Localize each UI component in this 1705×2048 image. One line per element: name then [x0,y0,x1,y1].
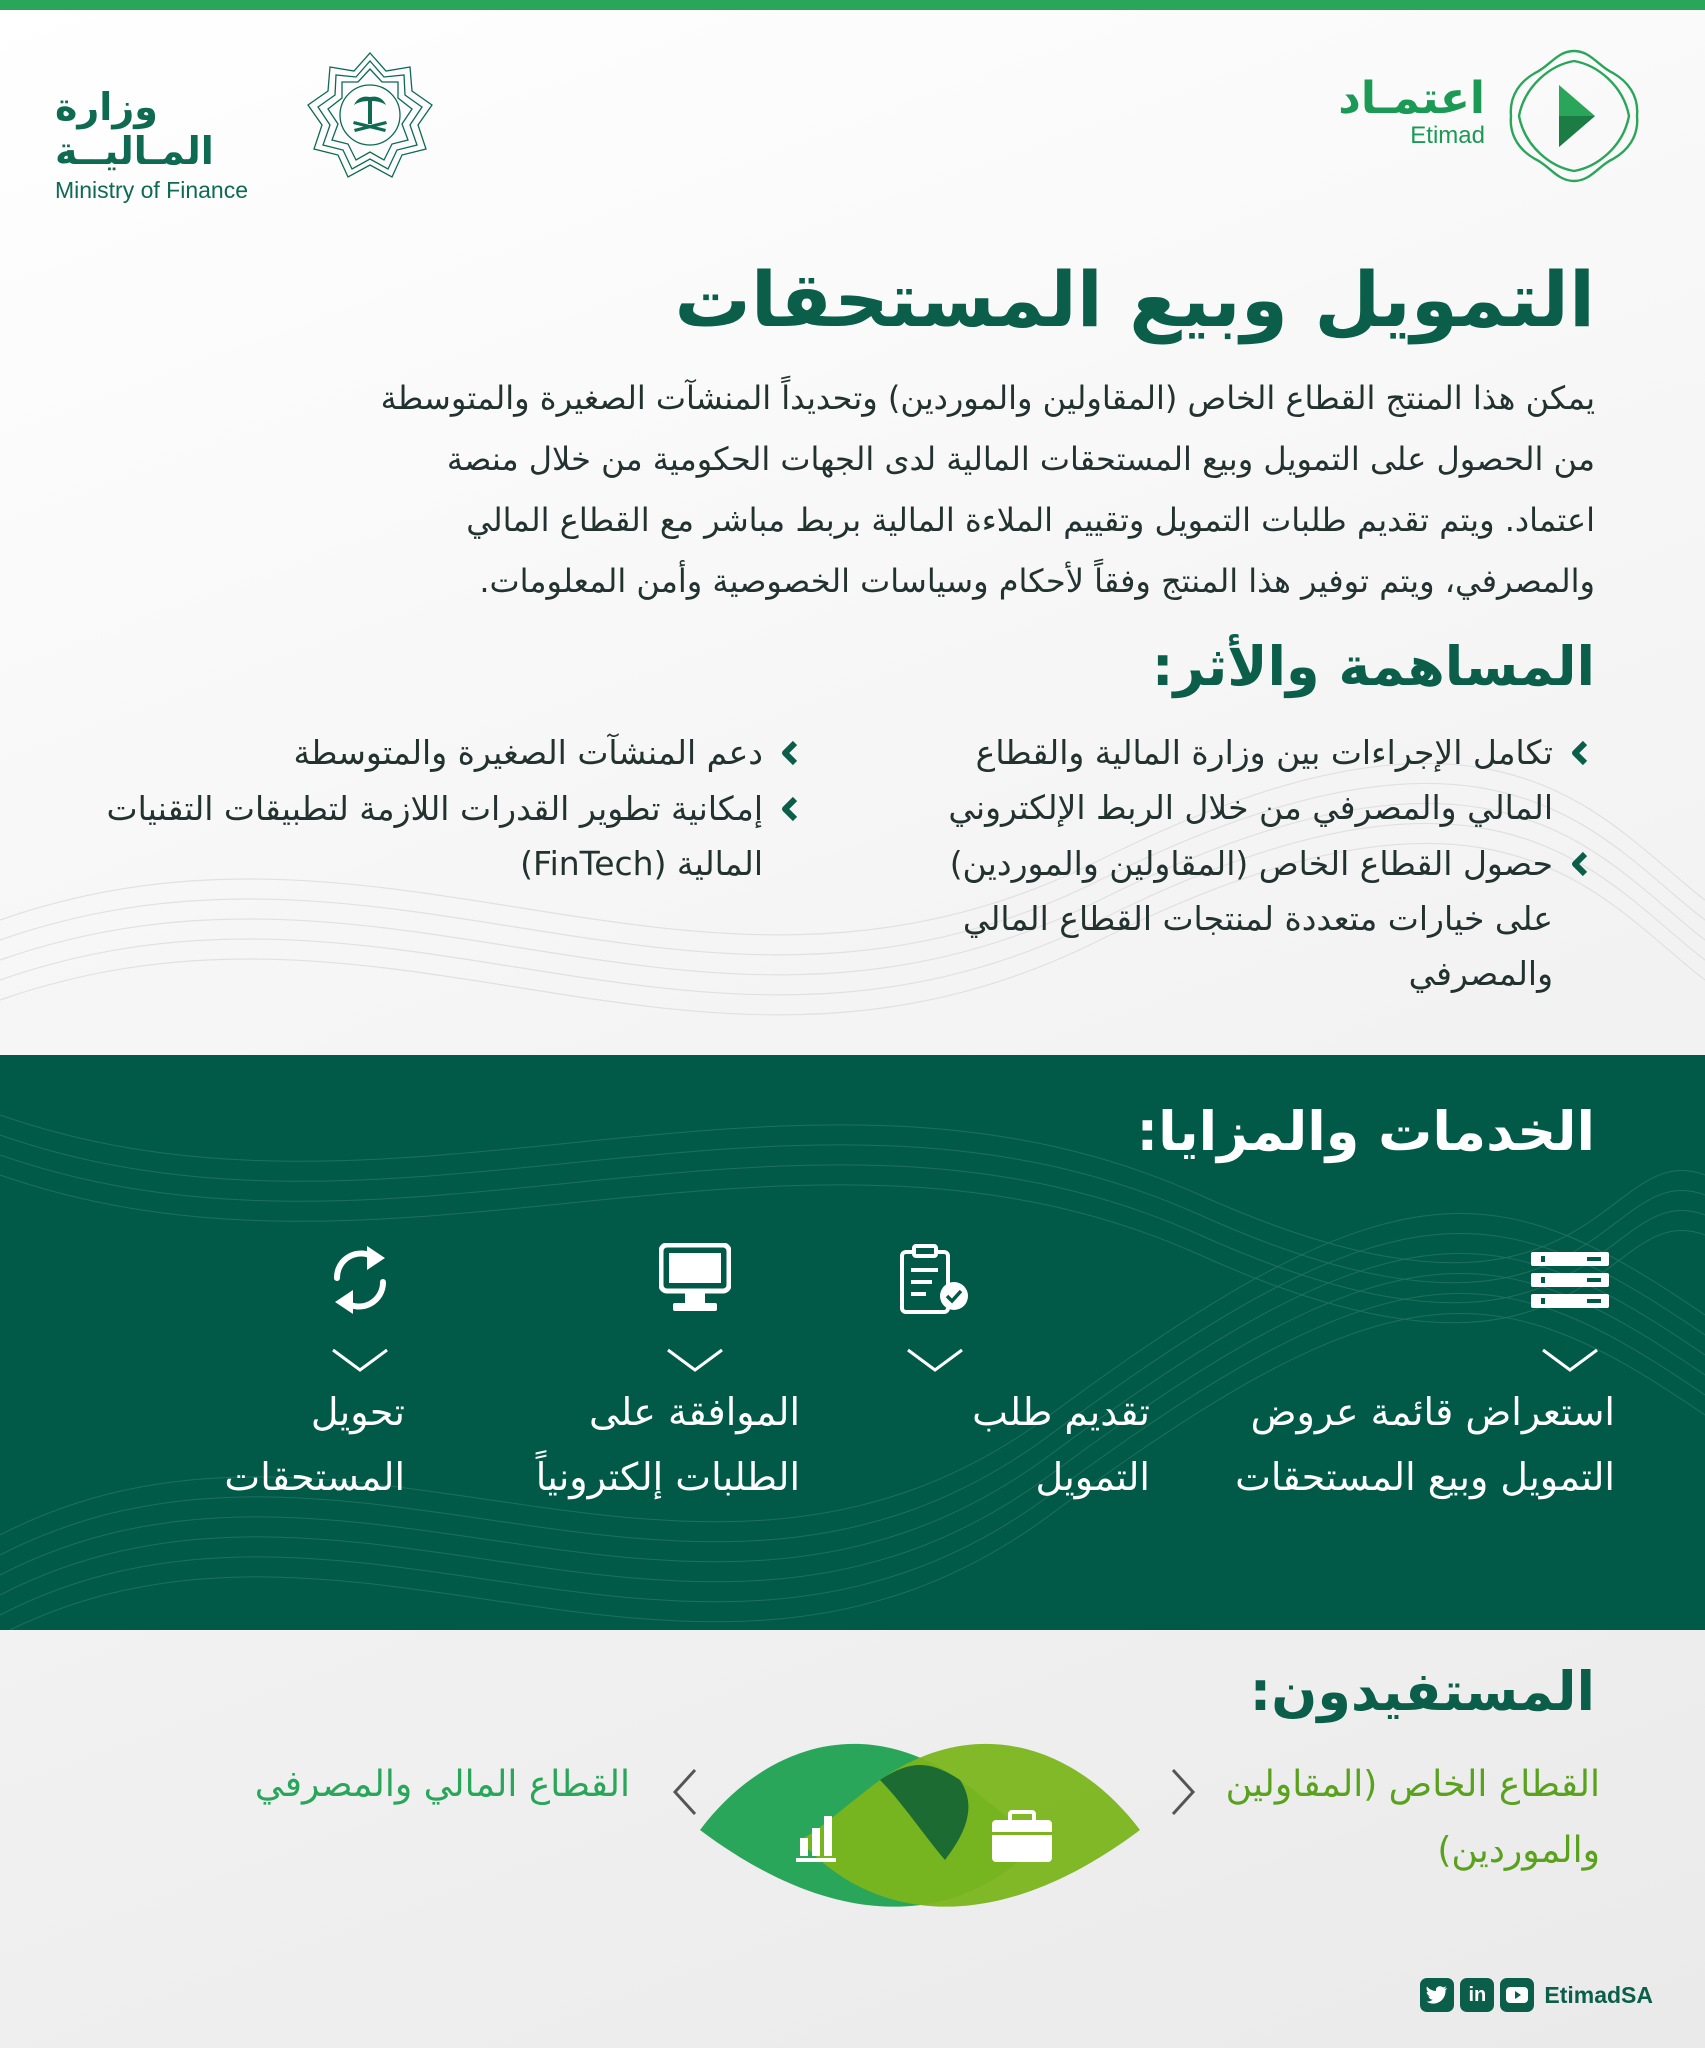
linkedin-icon[interactable] [1460,1978,1494,2012]
impact-list-left [45,725,805,892]
twitter-icon[interactable] [1420,1978,1454,2012]
impact-list-right [905,725,1595,1002]
top-accent-bar [0,0,1705,10]
beneficiaries-leaves-graphic [660,1720,1180,1950]
page-title: التمويل وبيع المستحقات [674,255,1595,344]
chevron-left-icon [1565,725,1595,780]
etimad-emblem-icon [1503,45,1645,187]
etimad-english-name: Etimad [1410,122,1485,149]
intro-line: والمصرفي، ويتم توفير هذا المنتج وفقاً لأحكام وسياسات الخصوصية وأمن المعلومات. [479,562,1595,600]
etimad-arabic-name: اعتمـاد [1338,73,1485,124]
youtube-icon[interactable] [1500,1978,1534,2012]
impact-section-title: المساهمة والأثر: [1151,635,1595,698]
chevron-left-icon [1565,836,1595,891]
mof-arabic-name: وزارة المـاليــة [55,85,214,173]
service-label: الموافقة على الطلبات إلكترونياً [535,1390,800,1499]
chevron-down-icon [900,1340,970,1380]
mof-english-name: Ministry of Finance [55,177,249,203]
social-handle[interactable]: EtimadSA [1544,1981,1653,2008]
bullet-text: تكامل الإجراءات بين وزارة المالية والقطاع المالي والمصرفي من خلال الربط الإلكتروني [948,733,1553,827]
list-item [45,725,805,780]
linkedin-label: in [1468,1983,1487,2006]
refresh-icon [315,1240,405,1320]
list-item [905,725,1595,835]
etimad-logo [1325,45,1655,190]
ministry-of-finance-logo [55,45,455,203]
clipboard-check-icon [890,1240,980,1320]
services-section-title: الخدمات والمزايا: [1136,1100,1595,1163]
beneficiary-financial-sector: القطاع المالي والمصرفي [254,1764,630,1805]
chevron-down-icon [660,1340,730,1380]
beneficiary-private-sector: القطاع الخاص (المقاولين والموردين) [1225,1764,1600,1871]
chevron-left-icon [775,781,805,836]
chevron-left-icon [775,725,805,780]
monitor-icon [650,1240,740,1320]
list-item [905,836,1595,1001]
chevron-down-icon [1535,1340,1605,1380]
bullet-text: دعم المنشآت الصغيرة والمتوسطة [293,733,763,772]
service-label: تحويل المستحقات [224,1390,405,1499]
bullet-text: إمكانية تطوير القدرات اللازمة لتطبيقات التقنيات المالية (FinTech) [106,789,763,883]
intro-paragraph [115,368,1595,612]
bullet-text: حصول القطاع الخاص (المقاولين والموردين) على خيارات متعددة لمنتجات القطاع المالي والمصرفي [949,844,1553,993]
intro-line: من الحصول على التمويل وبيع المستحقات المالية لدى الجهات الحكومية من خلال منصة [446,440,1595,478]
mof-emblem-icon [300,45,440,185]
intro-line: اعتماد. ويتم تقديم طلبات التمويل وتقييم الملاءة المالية بربط مباشر مع القطاع المالي [466,501,1595,539]
intro-line: يمكن هذا المنتج القطاع الخاص (المقاولين والموردين) وتحديداً المنشآت الصغيرة والمتوسطة [380,379,1595,417]
list-item [45,781,805,891]
service-label: تقديم طلب التمويل [972,1390,1150,1499]
chevron-down-icon [325,1340,395,1380]
social-links [1420,1975,1653,2015]
beneficiaries-section-title: المستفيدون: [1249,1660,1595,1723]
service-label: استعراض قائمة عروض التمويل وبيع المستحقات [1235,1390,1615,1499]
list-icon [1525,1240,1615,1320]
